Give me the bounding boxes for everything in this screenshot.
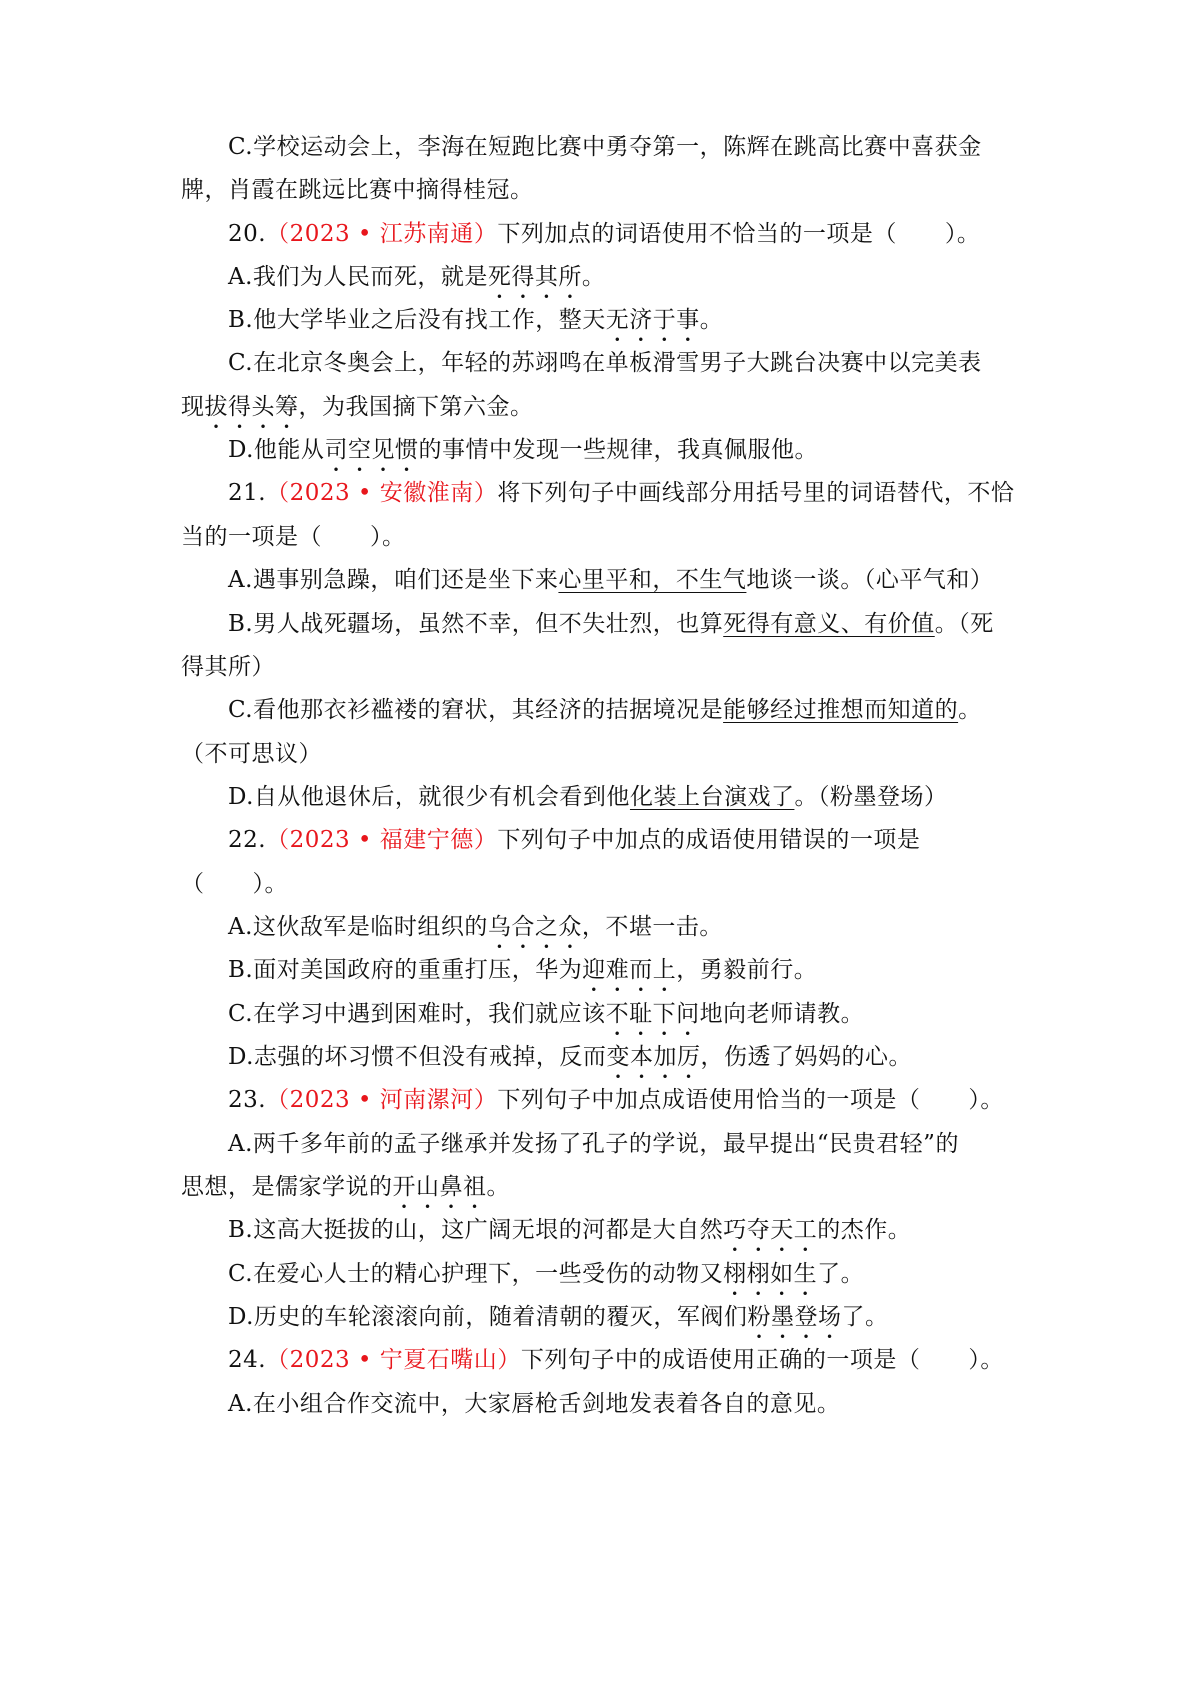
dotted-word: 巧夺天工 [723, 1217, 818, 1243]
option-text: C.在学习中遇到困难时，我们就应该 [228, 1001, 606, 1027]
question-source: 2023 • 安徽淮南 [289, 480, 474, 506]
option-text: B.这高大挺拔的山，这广阔无垠的河都是大自然 [228, 1217, 724, 1243]
q22-option-b [228, 955, 817, 997]
question-stem: 下列句子中加点的成语使用错误的一项是 [497, 827, 921, 853]
question-stem-end: ）。 [968, 1347, 1004, 1373]
source-close: ） [473, 1087, 498, 1113]
underlined-phrase: 心里平和，不生气 [558, 567, 747, 593]
option-text: D.历史的车轮滚滚向前，随着清朝的覆灭，军阀们 [228, 1304, 748, 1330]
option-text: A.我们为人民而死，就是 [228, 264, 488, 290]
dotted-word: 司空见惯 [324, 437, 419, 463]
q20-option-c-line2 [181, 392, 534, 434]
dotted-word: 开山鼻祖 [392, 1174, 487, 1200]
question-source: 2023 • 江苏南通 [289, 221, 474, 247]
source-open: （ [266, 221, 290, 247]
question-number: 24. [228, 1347, 267, 1373]
source-open: （ [266, 1087, 290, 1113]
option-text-end: 地向老师请教。 [699, 1001, 865, 1027]
dotted-word: 无济于事 [605, 307, 700, 333]
option-text-end: ，不堪一击。 [581, 914, 723, 940]
q21-option-d [228, 782, 947, 812]
source-close: ） [473, 827, 498, 853]
q21-option-b-line2 [181, 652, 275, 682]
option-text: D.志强的坏习惯不但没有戒掉，反而 [228, 1044, 607, 1070]
option-text: B.他大学毕业之后没有找工作，整天 [228, 307, 606, 333]
q22-stem-line1 [228, 825, 920, 855]
option-text-cont: （不可思议） [181, 741, 322, 767]
q21-option-c-line2 [181, 739, 322, 769]
option-text-end: 。 [958, 697, 982, 723]
q24-option-a [228, 1389, 840, 1419]
q23-option-d [228, 1302, 888, 1344]
q22-stem-line2 [181, 869, 288, 899]
option-text-end: 。（粉墨登场） [794, 784, 948, 810]
q19-option-c-text-cont: 牌，肖霞在跳远比赛中摘得桂冠。 [181, 177, 534, 203]
question-stem-end: ）。 [370, 524, 406, 550]
option-text-end: 的事情中发现一些规律，我真佩服他。 [418, 437, 818, 463]
q22-option-d [228, 1042, 912, 1084]
q21-option-b-line1 [228, 609, 994, 639]
option-text: B.男人战死疆场，虽然不幸，但不失壮烈，也算 [228, 611, 724, 637]
dotted-word: 死得其所 [487, 264, 582, 290]
option-text-end: 。 [581, 264, 606, 290]
question-stem-cont: （ [181, 871, 205, 897]
option-text: C.在爱心人士的精心护理下，一些受伤的动物又 [228, 1261, 724, 1287]
question-number: 21. [228, 480, 267, 506]
source-close: ） [473, 480, 498, 506]
q20-option-c-line1 [228, 348, 982, 378]
question-stem: 将下列句子中画线部分用括号里的词语替代，不恰 [497, 480, 1015, 506]
dotted-word: 变本加厉 [606, 1044, 701, 1070]
option-text: 现 [181, 394, 205, 420]
dotted-word: 粉墨登场 [747, 1304, 842, 1330]
dotted-word: 乌合之众 [487, 914, 582, 940]
q24-stem [228, 1345, 1004, 1375]
idiom-word: 唇枪舌剑 [511, 1391, 606, 1417]
question-stem-end: ）。 [944, 221, 981, 247]
q23-option-a-line1 [228, 1129, 959, 1159]
source-open: （ [266, 480, 290, 506]
option-text-end: 。 [699, 307, 724, 333]
question-stem: 下列句子中加点成语使用恰当的一项是（ [497, 1087, 921, 1113]
source-open: （ [266, 827, 290, 853]
q22-option-c [228, 999, 864, 1041]
q21-stem-line1 [228, 478, 1014, 508]
option-text: B.面对美国政府的重重打压，华为 [228, 957, 583, 983]
underlined-phrase: 死得有意义、有价值 [723, 611, 935, 637]
option-text: A.遇事别急躁，咱们还是坐下来 [228, 567, 559, 593]
q19-option-c-line1 [228, 132, 982, 162]
option-text-cont: 得其所） [181, 654, 275, 680]
option-text-end: 地谈一谈。（心平气和） [746, 567, 994, 593]
underlined-phrase: 能够经过推想而知道的 [723, 697, 959, 723]
option-text: D.他能从 [228, 437, 325, 463]
option-text: D.自从他退休后，就很少有机会看到他 [228, 784, 630, 810]
question-number: 23. [228, 1087, 267, 1113]
option-text: A.两千多年前的孟子继承并发扬了孔子的学说，最早提出“民贵君轻”的 [228, 1131, 959, 1157]
question-stem-end: ）。 [968, 1087, 1004, 1113]
option-text-end: 。 [486, 1174, 510, 1200]
source-close: ） [497, 1347, 521, 1373]
option-text-end: ，勇毅前行。 [676, 957, 818, 983]
q23-option-a-line2 [181, 1172, 510, 1214]
underlined-phrase: 化装上台演戏了 [629, 784, 795, 810]
question-source: 2023 • 河南漯河 [289, 1087, 474, 1113]
source-open: （ [266, 1347, 290, 1373]
dotted-word: 迎难而上 [582, 957, 677, 983]
q23-option-c [228, 1259, 864, 1301]
option-text-end: ，为我国摘下第六金。 [298, 394, 534, 420]
q21-option-c-line1 [228, 695, 982, 725]
q19-option-c-text: C.学校运动会上，李海在短跑比赛中勇夺第一，陈辉在跳高比赛中喜获金 [228, 134, 982, 160]
q19-option-c-line2 [181, 175, 534, 205]
q20-option-a [228, 262, 605, 304]
q21-stem-line2 [181, 522, 406, 552]
q23-stem [228, 1085, 1004, 1115]
option-text: C.看他那衣衫褴褛的窘状，其经济的拮据境况是 [228, 697, 724, 723]
q23-option-b [228, 1215, 911, 1257]
option-text: 思想，是儒家学说的 [181, 1174, 393, 1200]
q22-option-a [228, 912, 723, 954]
dotted-word: 拔得头筹 [204, 394, 299, 420]
option-text: C.在北京冬奥会上，年轻的苏翊鸣在单板滑雪男子大跳台决赛中以完美表 [228, 350, 982, 376]
option-text-end: 了。 [841, 1304, 889, 1330]
q20-option-b [228, 305, 723, 347]
q21-option-a [228, 565, 993, 595]
option-text: A.这伙敌军是临时组织的 [228, 914, 488, 940]
question-stem-end: ）。 [252, 871, 288, 897]
option-text: A.在小组合作交流中，大家 [228, 1391, 512, 1417]
question-stem: 下列加点的词语使用不恰当的一项是（ [497, 221, 897, 247]
question-stem-cont: 当的一项是（ [181, 524, 322, 550]
question-stem: 下列句子中的成语使用正确的一项是（ [520, 1347, 921, 1373]
q20-stem [228, 219, 980, 249]
dotted-word: 栩栩如生 [723, 1261, 818, 1287]
option-text-end: 了。 [817, 1261, 865, 1287]
dotted-word: 不耻下问 [605, 1001, 700, 1027]
option-text-end: 的杰作。 [817, 1217, 912, 1243]
option-text-end: 。（死 [934, 611, 994, 637]
question-source: 2023 • 福建宁德 [289, 827, 474, 853]
option-text-end: ，伤透了妈妈的心。 [700, 1044, 912, 1070]
option-text-end: 地发表着各自的意见。 [605, 1391, 841, 1417]
question-source: 2023 • 宁夏石嘴山 [289, 1347, 498, 1373]
question-number: 22. [228, 827, 267, 853]
question-number: 20. [228, 221, 267, 247]
q20-option-d [228, 435, 818, 477]
source-close: ） [473, 221, 498, 247]
